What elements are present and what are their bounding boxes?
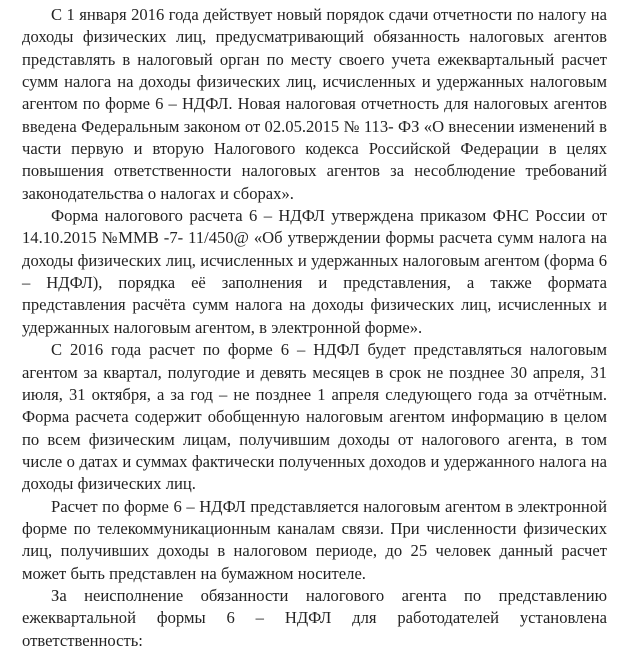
paragraph-2: Форма налогового расчета 6 – НДФЛ утверждена приказом ФНС России от 14.10.2015 №ММВ -7- 11/450@ «Об утверждении формы расчета сумм налога на доходы физических лиц, исчисленных и удержанных налоговым агентом (форма 6 – НДФЛ), порядка её заполнения и представления, а также формата представления расчёта сумм налога на доходы физических лиц, исчисленных и удержанных налоговым агентом, в электронной форме». bbox=[22, 206, 607, 337]
paragraph-3: С 2016 года расчет по форме 6 – НДФЛ будет представляться налоговым агентом за квартал, полугодие и девять месяцев в срок не позднее 30 апреля, 31 июля, 31 октября, а за год – не позднее 1 апреля следующего года за отчётным. Форма расчета содержит обобщенную налоговым агентом информацию в целом по всем физическим лицам, получившим доходы от налогового агента, в том числе о датах и суммах фактически полученных доходов и удержанного налога на доходы физических лиц. bbox=[22, 340, 607, 494]
document-text-body bbox=[22, 4, 607, 652]
paragraph-5: За неисполнение обязанности налогового агента по представлению ежеквартальной формы 6 – НДФЛ для работодателей установлена ответственность: bbox=[22, 585, 607, 650]
paragraph-4: Расчет по форме 6 – НДФЛ представляется налоговым агентом в электронной форме по телекоммуникационным каналам связи. При численности физических лиц, получивших доходы в налоговом периоде, до 25 человек данный расчет может быть представлен на бумажном носителе. bbox=[22, 496, 607, 583]
paragraph-1: С 1 января 2016 года действует новый порядок сдачи отчетности по налогу на доходы физических лиц, предусматривающий обязанность налоговых агентов представлять в налоговый орган по месту своего учета ежеквартальный расчет сумм налога на доходы физических лиц, исчисленных и удержанных налоговым агентом по форме 6 – НДФЛ. Новая налоговая отчетность для налоговых агентов введена Федеральным законом от 02.05.2015 № 113- ФЗ «О внесении изменений в части первую и вторую Налогового кодекса Российской Федерации в целях повышения ответственности налоговых агентов за несоблюдение требований законодательства о налогах и сборах». bbox=[22, 5, 607, 203]
